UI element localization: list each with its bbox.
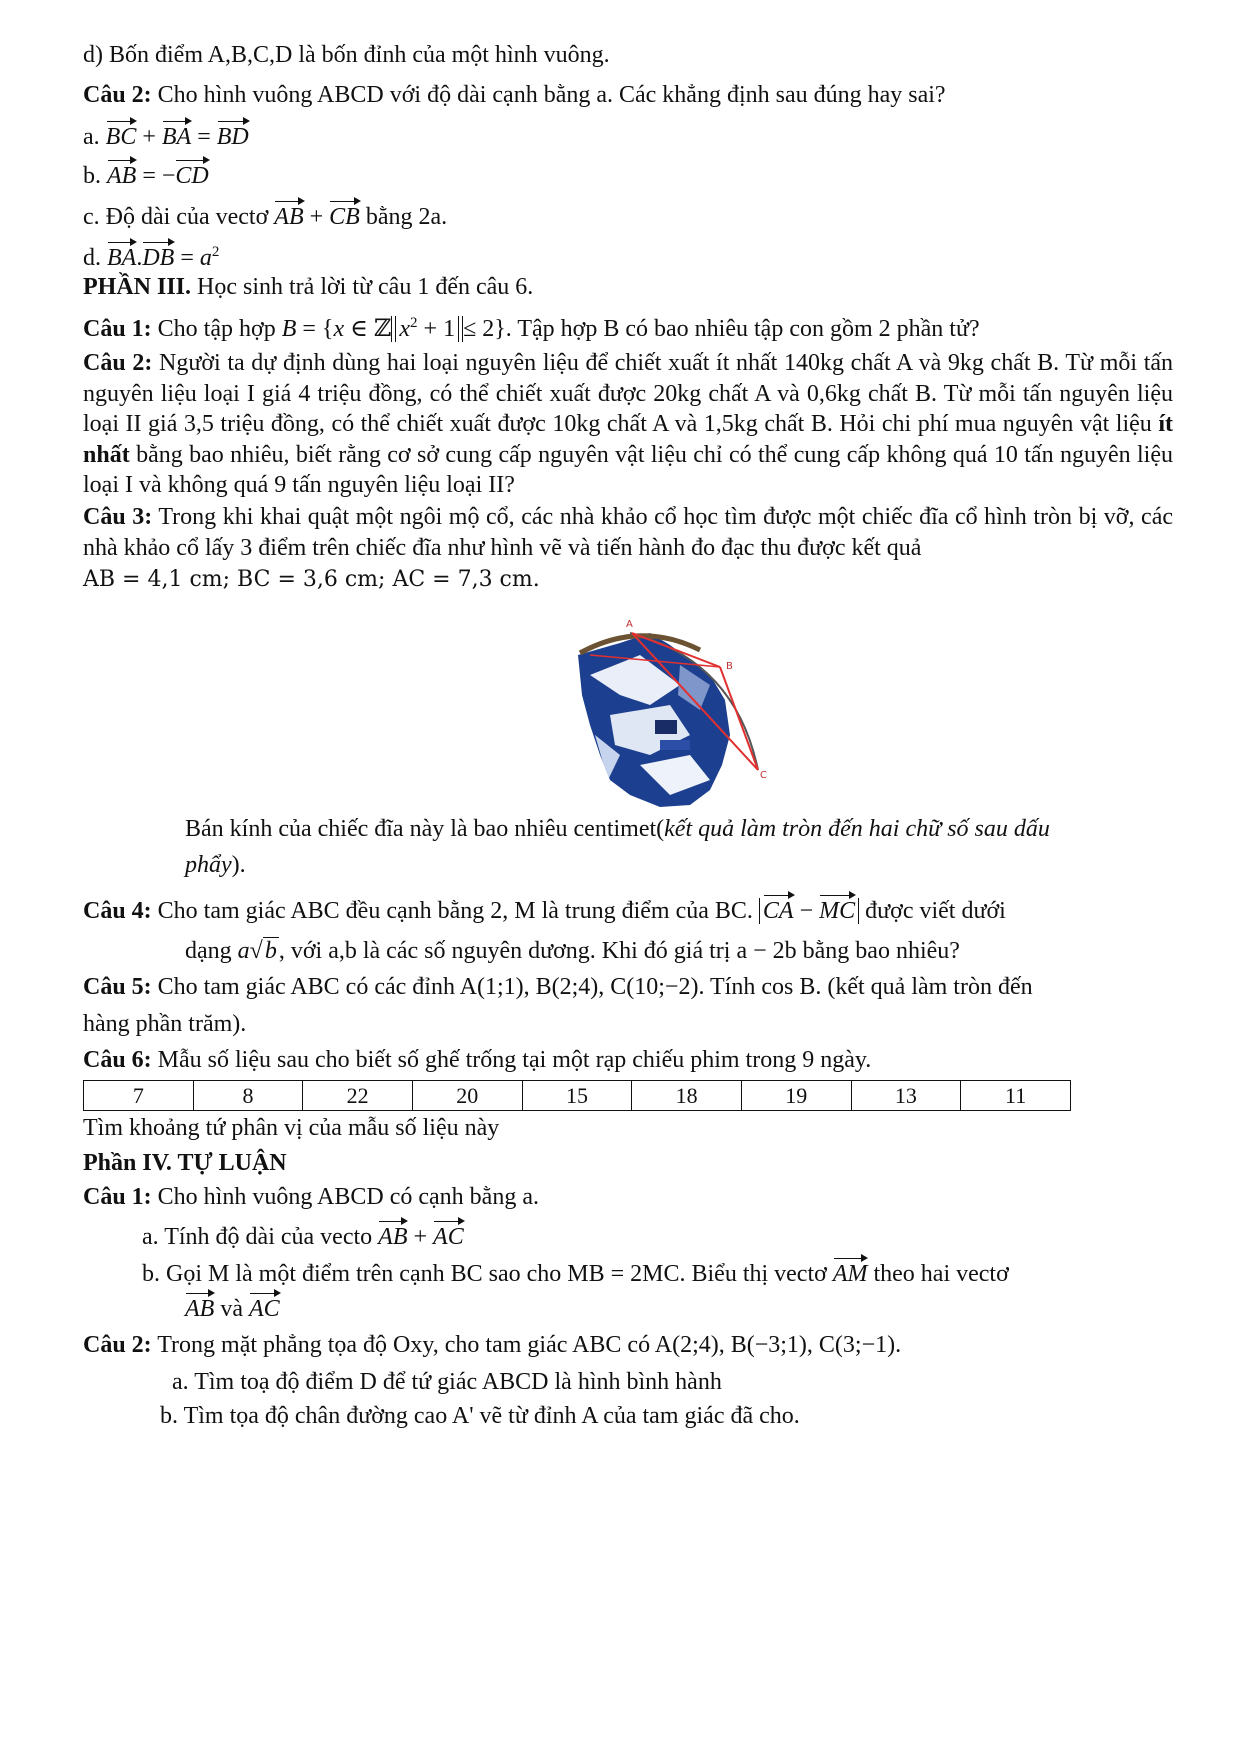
heading-bold: PHẦN III. (83, 274, 192, 300)
item-d: d) Bốn điểm A,B,C,D là bốn đỉnh của một hình vuông. (83, 42, 610, 68)
question-text-end: được viết dưới (865, 898, 1006, 924)
seat-data-table (83, 1080, 1071, 1111)
p3-question-6-ask: Tìm khoảng tứ phân vị của mẫu số liệu này (83, 1115, 500, 1141)
question-text: dạng (185, 938, 232, 964)
question-text: Mẫu số liệu sau cho biết số ghế trống tại một rạp chiếu phim trong 9 ngày. (151, 1047, 872, 1073)
p3-question-6 (83, 1045, 871, 1075)
p4-question-1a: a. Tính độ dài của vecto AB + AC (142, 1218, 464, 1252)
question-note: kết quả làm tròn đến hai chữ số sau dấu (664, 816, 1050, 842)
question-2-statement (83, 80, 946, 110)
question-text-end: , với a,b là các số nguyên dương. Khi đó giá trị a − 2b bằng bao nhiêu? (278, 938, 960, 964)
p3-question-5-line-2: hàng phần trăm). (83, 1011, 247, 1037)
question-text: b. Gọi M là một điểm trên cạnh BC sao cho MB = 2MC. Biểu thị vectơ (142, 1261, 827, 1287)
question-note: phẩy (185, 852, 232, 878)
measurements: AB = 4,1 cm; BC = 3,6 cm; AC = 7,3 cm. (83, 567, 540, 592)
question-label: Câu 3: (83, 504, 153, 530)
table-cell: 18 (632, 1081, 742, 1111)
claim-prefix: a. (83, 124, 100, 150)
claim-prefix: b. (83, 163, 101, 189)
table-cell: 20 (412, 1081, 522, 1111)
p4-question-2a: a. Tìm toạ độ điểm D để tứ giác ABCD là hình bình hành (172, 1369, 722, 1395)
p3-question-3 (83, 502, 1173, 563)
q3-question-line-2 (185, 850, 246, 880)
question-label: Câu 4: (83, 898, 152, 924)
question-label: Câu 6: (83, 1047, 152, 1073)
p4-question-2 (83, 1330, 901, 1360)
claim-a: a. BC + BA = BD (83, 118, 249, 152)
claim-b: b. AB = −CD (83, 157, 209, 191)
q3-question-line-1 (185, 814, 1050, 844)
claim-c: c. Độ dài của vectơ AB + CB bằng 2a. (83, 198, 447, 232)
question-label: Câu 2: (83, 82, 152, 108)
question-text: Trong mặt phẳng tọa độ Oxy, cho tam giác ABC có A(2;4), B(−3;1), C(3;−1). (151, 1332, 902, 1358)
table-row (84, 1081, 1071, 1111)
claim-suffix: bằng 2a. (365, 204, 448, 230)
question-label: Câu 2: (83, 1332, 152, 1358)
label-c: C (760, 770, 767, 781)
claim-prefix: d. (83, 245, 101, 271)
question-text: Cho hình vuông ABCD với độ dài cạnh bằng a. Các khẳng định sau đúng hay sai? (151, 82, 946, 108)
table-cell: 15 (522, 1081, 632, 1111)
p3-question-1: Câu 1: Cho tập hợp B = {x ∈ ℤ $x^2 + 1 \le 2$}. Tập hợp B có bao nhiêu tập con gồm 2 phần tử? (83, 315, 980, 342)
question-text-end: . Tập hợp B có bao nhiêu tập con gồm 2 phần tử? (505, 316, 980, 342)
table-cell: 19 (741, 1081, 851, 1111)
question-label: Câu 2: (83, 350, 153, 376)
question-text: Cho tam giác ABC có các đỉnh A(1;1), B(2;4), C(10;−2). Tính cos B. (kết quả làm tròn đến (151, 974, 1033, 1000)
question-text-end: bằng bao nhiêu, biết rằng cơ sở cung cấp nguyên vật liệu chỉ có thể cung cấp không quá 10 tấn nguyên liệu loại I và không quá 9 tấn nguyên liệu loại II? (83, 441, 1173, 498)
broken-plate-figure (560, 615, 800, 820)
p3-question-5 (83, 972, 1033, 1002)
p4-question-1b: b. Gọi M là một điểm trên cạnh BC sao cho MB = 2MC. Biểu thị vectơ AM theo hai vectơ (142, 1255, 1009, 1289)
part-4-heading: Phần IV. TỰ LUẬN (83, 1150, 287, 1176)
table-cell: 7 (84, 1081, 194, 1111)
claim-prefix: c. Độ dài của vectơ (83, 204, 269, 230)
table-cell: 22 (303, 1081, 413, 1111)
table-cell: 11 (961, 1081, 1071, 1111)
question-text: a. Tính độ dài của vecto (142, 1224, 373, 1250)
p4-question-1 (83, 1182, 539, 1212)
question-text: Người ta dự định dùng hai loại nguyên liệu để chiết xuất ít nhất 140kg chất A và 9kg chất B. Từ mỗi tấn nguyên liệu loại I giá 4 triệu đồng, có thể chiết xuất được 20kg chất A và 0,6kg chất B. Từ mỗi tấn nguyên liệu loại II giá 3,5 triệu đồng, có thể chiết xuất được 10kg chất A và 1,5kg chất B. Hỏi chi phí mua nguyên vật liệu (83, 350, 1174, 437)
question-text: Bán kính của chiếc đĩa này là bao nhiêu centimet( (185, 816, 665, 842)
question-text: Trong khi khai quật một ngôi mộ cổ, các nhà khảo cổ học tìm được một chiếc đĩa cổ hình tròn bị vỡ, các nhà khảo cổ lấy 3 điểm trên chiếc đĩa như hình vẽ và tiến hành đo đạc thu được kết quả (83, 504, 1173, 561)
question-text: Cho tập hợp (151, 316, 276, 342)
claim-d: d. $BA.DB = a^2$ (83, 237, 219, 273)
question-text: Cho hình vuông ABCD có cạnh bằng a. (151, 1184, 539, 1210)
part-3-heading (83, 272, 533, 302)
label-a: A (626, 619, 633, 630)
table-cell: 13 (851, 1081, 961, 1111)
label-b: B (726, 661, 733, 672)
table-cell: 8 (193, 1081, 303, 1111)
question-label: Câu 1: (83, 316, 152, 342)
heading-rest: Học sinh trả lời từ câu 1 đến câu 6. (191, 274, 534, 300)
question-text: Cho tam giác ABC đều cạnh bằng 2, M là trung điểm của BC. (151, 898, 753, 924)
p3-question-2 (83, 348, 1173, 501)
p3-question-4: Câu 4: Cho tam giác ABC đều cạnh bằng 2, M là trung điểm của BC. CA − MC được viết dưới (83, 892, 1006, 926)
conjunction: và (220, 1296, 243, 1322)
question-bold: ít nhất (83, 411, 1173, 468)
question-text-end: theo hai vectơ (873, 1261, 1009, 1287)
p4-question-1b-line-2: AB và AC (185, 1290, 280, 1324)
p3-question-4-line-2: dạng a√b, với a,b là các số nguyên dương. Khi đó giá trị a − 2b bằng bao nhiêu? (185, 938, 960, 964)
question-end: ). (231, 852, 246, 878)
p4-question-2b: b. Tìm tọa độ chân đường cao A' vẽ từ đỉnh A của tam giác đã cho. (160, 1403, 800, 1429)
question-label: Câu 5: (83, 974, 152, 1000)
question-label: Câu 1: (83, 1184, 152, 1210)
